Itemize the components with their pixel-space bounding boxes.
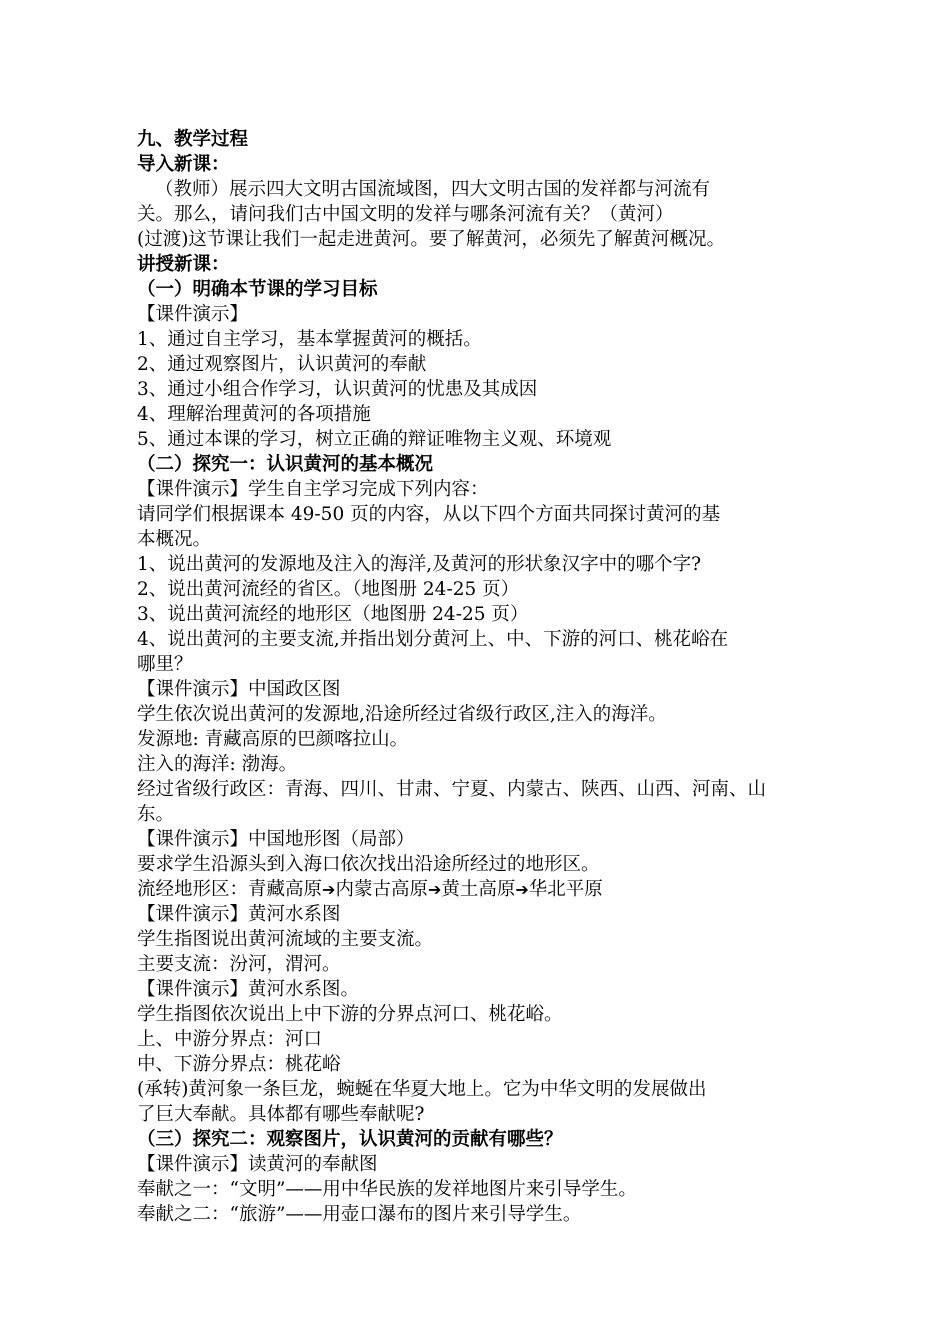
demo-label: 【课件演示】	[137, 304, 249, 325]
goal-item: 3、通过小组合作学习，认识黄河的忧患及其成因	[137, 379, 538, 400]
question-item: 1、说出黄河的发源地及注入的海洋,及黄河的形状象汉字中的哪个字?	[137, 554, 702, 575]
terrain-item: 内蒙古高原	[335, 879, 428, 900]
question-item: 4、说出黄河的主要支流,并指出划分黄河上、中、下游的河口、桃花峪在	[137, 629, 729, 650]
provinces-line-1: 经过省级行政区：青海、四川、甘肃、宁夏、内蒙古、陕西、山西、河南、山	[137, 779, 767, 800]
intro-heading: 导入新课：	[137, 154, 230, 175]
terrain-item: 青藏高原	[248, 879, 323, 900]
section-title: 九、教学过程	[137, 129, 249, 150]
intro-paragraph-line-2: 关。那么，请问我们古中国文明的发祥与哪条河流有关？（黄河）	[137, 204, 674, 225]
contribution-item: 奉献之二：“旅游”——用壶口瀑布的图片来引导学生。	[137, 1204, 582, 1225]
body-text: 学生依次说出黄河的发源地,沿途所经过省级行政区,注入的海洋。	[137, 704, 667, 725]
part3-heading: （三）探究二：观察图片，认识黄河的贡献有哪些？	[137, 1129, 563, 1150]
body-text: 学生指图依次说出上中下游的分界点河口、桃花峪。	[137, 1004, 563, 1025]
boundary-upper-middle: 上、中游分界点：河口	[137, 1029, 323, 1050]
sea-text: 注入的海洋: 渤海。	[137, 754, 298, 775]
arrow-right-icon: ➔	[515, 880, 529, 899]
demo-label: 【课件演示】学生自主学习完成下列内容：	[137, 479, 489, 500]
question-item: 2、说出黄河流经的省区。（地图册 24-25 页）	[137, 579, 520, 600]
transition-line-1: (承转)黄河象一条巨龙，蜿蜒在华夏大地上。它为中华文明的发展做出	[137, 1079, 707, 1100]
body-text: 要求学生沿源头到入海口依次找出沿途所经过的地形区。	[137, 854, 600, 875]
terrain-item: 黄土高原	[441, 879, 516, 900]
provinces-line-2: 东。	[137, 804, 175, 825]
terrain-item: 华北平原	[528, 879, 603, 900]
arrow-right-icon: ➔	[427, 880, 442, 899]
arrow-right-icon: ➔	[322, 880, 336, 899]
question-item: 3、说出黄河流经的地形区（地图册 24-25 页）	[137, 604, 529, 625]
contribution-item: 奉献之一：“文明”——用中华民族的发祥地图片来引导学生。	[137, 1179, 637, 1200]
demo-label: 【课件演示】读黄河的奉献图	[137, 1154, 378, 1175]
goal-item: 1、通过自主学习，基本掌握黄河的概括。	[137, 329, 482, 350]
teach-heading: 讲授新课：	[137, 254, 230, 275]
goal-item: 5、通过本课的学习，树立正确的辩证唯物主义观、环境观	[137, 429, 612, 450]
transition-line-2: 了巨大奉献。具体都有哪些奉献呢?	[137, 1104, 425, 1125]
terrain-label: 流经地形区：	[137, 879, 249, 900]
terrain-sequence	[137, 877, 827, 902]
intro-paragraph-line-1: （教师）展示四大文明古国流域图，四大文明古国的发祥都与河流有	[155, 179, 711, 200]
body-text: 学生指图说出黄河流域的主要支流。	[137, 929, 434, 950]
document-page	[137, 127, 827, 1227]
question-item-continued: 哪里？	[137, 654, 193, 675]
demo-label: 【课件演示】黄河水系图。	[137, 979, 360, 1000]
task-intro-line-2: 本概况。	[137, 529, 212, 550]
demo-label: 【课件演示】中国政区图	[137, 679, 341, 700]
goal-item: 4、理解治理黄河的各项措施	[137, 404, 371, 425]
source-text: 发源地: 青藏高原的巴颜喀拉山。	[137, 729, 409, 750]
demo-label: 【课件演示】中国地形图（局部）	[137, 829, 415, 850]
part2-heading: （二）探究一：认识黄河的基本概况	[137, 454, 434, 475]
task-intro-line-1: 请同学们根据课本 49-50 页的内容，从以下四个方面共同探讨黄河的基	[137, 504, 721, 525]
tributaries-text: 主要支流：汾河，渭河。	[137, 954, 341, 975]
boundary-middle-lower: 中、下游分界点：桃花峪	[137, 1054, 341, 1075]
goal-item: 2、通过观察图片，认识黄河的奉献	[137, 354, 427, 375]
part1-heading: （一）明确本节课的学习目标	[137, 279, 378, 300]
demo-label: 【课件演示】黄河水系图	[137, 904, 341, 925]
transition-paragraph: (过渡)这节课让我们一起走进黄河。要了解黄河，必须先了解黄河概况。	[137, 229, 725, 250]
